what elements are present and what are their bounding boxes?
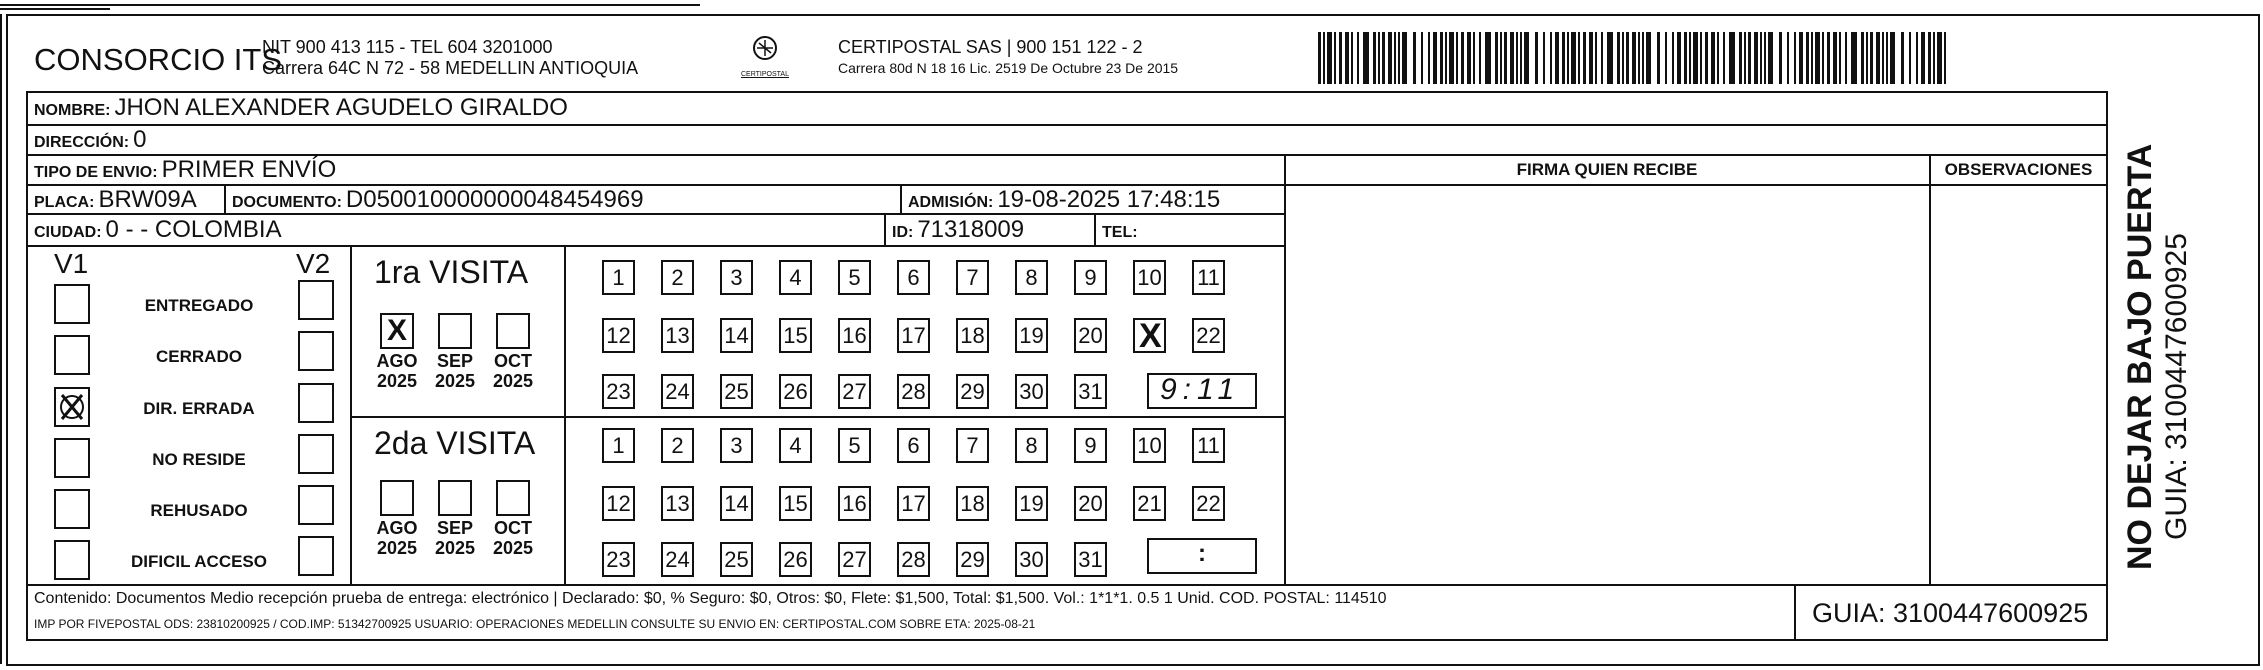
outcome-label: DIFICIL ACCESO — [130, 552, 267, 571]
v2-checkbox[interactable] — [298, 536, 334, 576]
second-visit-day[interactable]: 13 — [661, 486, 694, 521]
v1-checkbox[interactable] — [54, 438, 90, 478]
second-visit-month-box[interactable] — [380, 480, 414, 516]
month-name: AGO — [376, 351, 418, 371]
second-visit-day[interactable]: 28 — [897, 542, 930, 577]
col-line — [2106, 91, 2108, 641]
second-visit-day[interactable]: 21 — [1133, 486, 1166, 521]
nombre-label: NOMBRE: — [34, 102, 111, 119]
observaciones-header: OBSERVACIONES — [1944, 160, 2093, 179]
v2-checkbox[interactable] — [298, 434, 334, 474]
month-year: 2025 — [492, 538, 534, 558]
footer-guia: GUIA: 3100447600925 — [1812, 598, 2089, 628]
first-visit-month-label — [425, 351, 485, 391]
certipostal-logo-icon — [735, 34, 795, 66]
documento-field — [232, 186, 644, 217]
footer-line1: Contenido: Documentos Medio recepción prueba de entrega: electrónico | Declarado: $0, % Seguro: $0, Otros: $0, Flete: $1,500, Total: $1,500. Vol.: 1*1*1. 0.5 1 Unid. COD. POSTAL: 114510 — [34, 590, 1387, 607]
ciudad-label: CIUDAD: — [34, 224, 102, 241]
v2-checkbox[interactable] — [298, 383, 334, 423]
documento-value: D050010000000048454969 — [345, 186, 644, 213]
carrier-line1: CERTIPOSTAL SAS | 900 151 122 - 2 — [838, 37, 1143, 57]
first-visit-day[interactable]: 19 — [1015, 318, 1048, 353]
second-visit-day[interactable]: 16 — [838, 486, 871, 521]
carrier-line2: Carrera 80d N 18 16 Lic. 2519 De Octubre 23 De 2015 — [838, 60, 1179, 76]
company-line1: NIT 900 413 115 - TEL 604 3201000 — [262, 37, 553, 57]
first-visit-month-box[interactable] — [380, 313, 414, 349]
first-visit-day[interactable]: 10 — [1133, 260, 1166, 295]
col-line — [884, 213, 886, 245]
ciudad-field — [34, 216, 282, 247]
v1-checkbox[interactable] — [54, 387, 90, 427]
first-visit-day[interactable]: 30 — [1015, 374, 1048, 409]
first-visit-month-label — [483, 351, 543, 391]
second-visit-day[interactable]: 25 — [720, 542, 753, 577]
barcode — [1318, 32, 1952, 84]
first-visit-day[interactable]: 15 — [779, 318, 812, 353]
second-visit-day[interactable]: 19 — [1015, 486, 1048, 521]
first-visit-day[interactable]: 3 — [720, 260, 753, 295]
second-visit-day[interactable]: 17 — [897, 486, 930, 521]
outcome-label: ENTREGADO — [144, 296, 254, 315]
ciudad-value: 0 - - COLOMBIA — [105, 216, 282, 243]
month-name: OCT — [494, 351, 532, 371]
id-label: ID: — [892, 224, 914, 241]
admision-value: 19-08-2025 17:48:15 — [997, 186, 1221, 213]
first-visit-day[interactable]: 31 — [1074, 374, 1107, 409]
second-visit-day[interactable]: 4 — [779, 428, 812, 463]
v2-checkbox[interactable] — [298, 485, 334, 525]
month-name: SEP — [436, 518, 474, 538]
first-visit-day[interactable]: 6 — [897, 260, 930, 295]
col-line — [1929, 154, 1931, 586]
second-visit-day[interactable]: 6 — [897, 428, 930, 463]
second-visit-day[interactable]: 31 — [1074, 542, 1107, 577]
month-year: 2025 — [376, 538, 418, 558]
second-visit-month-label — [425, 518, 485, 558]
first-visit-title: 1ra VISITA — [374, 254, 529, 290]
second-visit-title: 2da VISITA — [374, 425, 536, 461]
first-visit-month-label — [367, 351, 427, 391]
second-visit-day[interactable]: 22 — [1192, 486, 1225, 521]
first-visit-day[interactable]: 11 — [1192, 260, 1225, 295]
logo-caption: CERTIPOSTAL — [741, 71, 789, 78]
second-visit-day[interactable]: 23 — [602, 542, 635, 577]
tipo-field — [34, 156, 336, 187]
second-visit-day[interactable]: 20 — [1074, 486, 1107, 521]
month-year: 2025 — [434, 371, 476, 391]
row-line — [26, 91, 2108, 93]
v1-header: V1 — [54, 248, 89, 279]
second-visit-day[interactable]: 9 — [1074, 428, 1107, 463]
second-visit-day[interactable]: 12 — [602, 486, 635, 521]
month-x-mark: X — [387, 314, 408, 347]
col-line — [564, 245, 566, 585]
second-visit-month-label — [483, 518, 543, 558]
second-visit-day[interactable]: 29 — [956, 542, 989, 577]
v2-header: V2 — [296, 248, 331, 279]
first-visit-day[interactable]: 28 — [897, 374, 930, 409]
second-visit-day[interactable]: 26 — [779, 542, 812, 577]
second-visit-day[interactable]: 27 — [838, 542, 871, 577]
col-line — [1284, 154, 1286, 586]
second-visit-day[interactable]: 5 — [838, 428, 871, 463]
second-visit-month-box[interactable] — [438, 480, 472, 516]
placa-value: BRW09A — [98, 186, 197, 213]
month-name: SEP — [436, 351, 474, 371]
month-year: 2025 — [434, 538, 476, 558]
first-visit-day[interactable]: 14 — [720, 318, 753, 353]
scan-top-line — [0, 8, 110, 10]
placa-field — [34, 186, 197, 217]
second-visit-day[interactable]: 2 — [661, 428, 694, 463]
first-visit-day[interactable]: 26 — [779, 374, 812, 409]
month-name: AGO — [376, 518, 418, 538]
month-year: 2025 — [376, 371, 418, 391]
outcome-label: REHUSADO — [150, 501, 248, 520]
second-visit-day[interactable]: 18 — [956, 486, 989, 521]
direccion-field — [34, 126, 146, 157]
outcome-label: CERRADO — [156, 347, 242, 366]
col-line — [900, 184, 902, 214]
second-visit-day[interactable]: 1 — [602, 428, 635, 463]
first-visit-month-box[interactable] — [496, 313, 530, 349]
outcome-label: DIR. ERRADA — [143, 399, 255, 418]
firma-header: FIRMA QUIEN RECIBE — [1516, 160, 1698, 179]
first-visit-month-box[interactable] — [438, 313, 472, 349]
tipo-label: TIPO DE ENVIO: — [34, 164, 158, 181]
v1-checkbox[interactable] — [54, 335, 90, 375]
first-visit-day[interactable]: 25 — [720, 374, 753, 409]
direccion-value: 0 — [133, 126, 147, 153]
second-visit-day[interactable]: 14 — [720, 486, 753, 521]
outcome-label: NO RESIDE — [152, 450, 246, 469]
first-visit-day[interactable]: 29 — [956, 374, 989, 409]
second-visit-day[interactable]: 30 — [1015, 542, 1048, 577]
id-value: 71318009 — [917, 216, 1025, 243]
col-line — [224, 184, 226, 214]
v1-checkbox[interactable] — [54, 540, 90, 580]
first-visit-day[interactable]: 2 — [661, 260, 694, 295]
nombre-value: JHON ALEXANDER AGUDELO GIRALDO — [114, 94, 568, 121]
first-visit-day[interactable]: 7 — [956, 260, 989, 295]
first-visit-day[interactable]: 5 — [838, 260, 871, 295]
frame-left-edge — [0, 14, 2, 664]
second-visit-day[interactable]: 15 — [779, 486, 812, 521]
col-line — [350, 245, 352, 585]
tel-field — [1102, 216, 1142, 247]
second-visit-day[interactable]: 10 — [1133, 428, 1166, 463]
first-time-value: 9:11 — [1160, 373, 1241, 406]
first-visit-day[interactable]: 23 — [602, 374, 635, 409]
second-time-value: : — [1198, 540, 1206, 567]
row-line — [26, 154, 2108, 156]
first-visit-day[interactable]: 27 — [838, 374, 871, 409]
company-line2: Carrera 64C N 72 - 58 MEDELLIN ANTIOQUIA — [262, 58, 639, 78]
v2-checkbox[interactable] — [298, 331, 334, 371]
footer-line2: IMP POR FIVEPOSTAL ODS: 23810200925 / COD.IMP: 51342700925 USUARIO: OPERACIONES MEDELLIN CONSULTE SU ENVIO EN: CERTIPOSTAL.COM SOBRE ETA: 2025-08-21 — [34, 617, 1036, 631]
admision-field — [908, 186, 1220, 217]
scan-top-line — [0, 4, 700, 6]
col-line — [1094, 213, 1096, 245]
first-visit-day[interactable]: 4 — [779, 260, 812, 295]
first-visit-day[interactable]: 18 — [956, 318, 989, 353]
nombre-field — [34, 94, 568, 125]
documento-label: DOCUMENTO: — [232, 194, 342, 211]
second-visit-day[interactable]: 7 — [956, 428, 989, 463]
v1-checkbox[interactable] — [54, 284, 90, 324]
second-visit-day[interactable]: 24 — [661, 542, 694, 577]
tipo-value: PRIMER ENVÍO — [161, 156, 337, 183]
row-line — [350, 416, 1286, 418]
first-visit-day[interactable]: 16 — [838, 318, 871, 353]
second-visit-month-label — [367, 518, 427, 558]
v1-checkbox[interactable] — [54, 489, 90, 529]
first-visit-day[interactable]: 12 — [602, 318, 635, 353]
first-visit-day[interactable]: 22 — [1192, 318, 1225, 353]
month-name: OCT — [494, 518, 532, 538]
first-visit-day[interactable]: 13 — [661, 318, 694, 353]
admision-label: ADMISIÓN: — [908, 194, 994, 211]
first-visit-day[interactable] — [1133, 318, 1166, 353]
first-visit-day[interactable]: 24 — [661, 374, 694, 409]
direccion-label: DIRECCIÓN: — [34, 134, 130, 151]
certipostal-logo — [735, 34, 795, 78]
col-line — [26, 91, 28, 641]
second-visit-day[interactable]: 11 — [1192, 428, 1225, 463]
day-x-mark: X — [1139, 317, 1162, 355]
month-year: 2025 — [492, 371, 534, 391]
first-visit-day[interactable]: 9 — [1074, 260, 1107, 295]
second-visit-day[interactable]: 3 — [720, 428, 753, 463]
id-field — [892, 216, 1024, 247]
side-guia: GUIA: 3100447600925 — [2160, 233, 2193, 540]
side-warning: NO DEJAR BAJO PUERTA — [2121, 143, 2159, 570]
row-line — [1284, 184, 2108, 186]
second-visit-day[interactable]: 8 — [1015, 428, 1048, 463]
first-visit-day[interactable]: 17 — [897, 318, 930, 353]
col-line — [1794, 584, 1796, 640]
check-x-icon — [56, 389, 88, 425]
first-visit-day[interactable]: 1 — [602, 260, 635, 295]
tel-label: TEL: — [1102, 224, 1138, 241]
v2-checkbox[interactable] — [298, 280, 334, 320]
first-visit-day[interactable]: 20 — [1074, 318, 1107, 353]
side-text — [2120, 90, 2240, 570]
first-visit-day[interactable]: 8 — [1015, 260, 1048, 295]
second-visit-month-box[interactable] — [496, 480, 530, 516]
company-name: CONSORCIO ITS — [34, 42, 283, 77]
placa-label: PLACA: — [34, 194, 95, 211]
